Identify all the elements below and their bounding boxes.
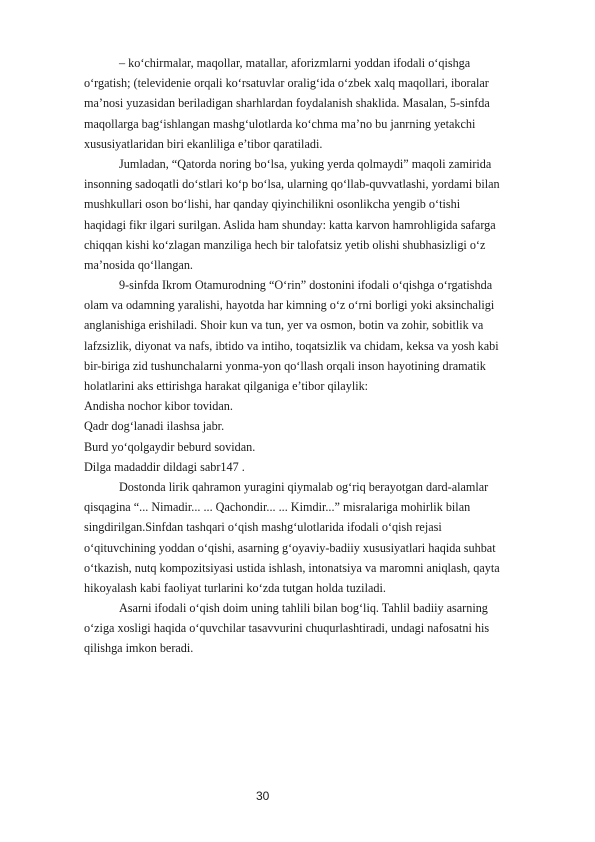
text-line: o‘ziga xosligi haqida o‘quvchilar tasavvurini chuqurlashtiradi, undagi nafosatni his	[84, 621, 490, 636]
paragraph-first-line: 9-sinfda Ikrom Otamurodning “O‘rin” dostonini ifodali o‘qishga o‘rgatishda	[119, 278, 493, 293]
text-line: qilishga imkon beradi.	[84, 641, 194, 656]
text-line: Burd yo‘qolgaydir beburd sovidan.	[84, 439, 256, 454]
text-line: mushkullari oson bo‘lishi, har qanday qiyinchilikni osonlikcha yengib o‘tishi	[84, 197, 461, 212]
text-line: haqidagi fikr ilgari surilgan. Aslida ham shunday: katta karvon hamrohligida safarga	[84, 217, 496, 232]
text-line: o‘qituvchining yoddan o‘qishi, asarning g‘oyaviy-badiiy xususiyatlari haqida suhbat	[84, 540, 496, 555]
text-line: Qadr dog‘lanadi ilashsa jabr.	[84, 419, 225, 434]
text-line: bir-biriga zid tushunchalarni yonma-yon qo‘llash orqali inson hayotining dramatik	[84, 358, 486, 373]
paragraph-first-line: Dostonda lirik qahramon yuragini qiymalab og‘riq berayotgan dard-alamlar	[119, 479, 489, 494]
paragraph-first-line: Jumladan, “Qatorda noring bo‘lsa, yuking yerda qolmaydi” maqoli zamirida	[119, 156, 492, 171]
text-line: xususiyatlaridan biri ekanliliga e’tibor qaratiladi.	[84, 136, 323, 151]
text-line: chiqqan kishi ko‘zlagan manziliga hech bir talofatsiz yetib olishi shubhasizligi o‘z	[84, 237, 486, 252]
text-line: hikoyalash kabi faoliyat turlarini ko‘zda tutgan holda tuziladi.	[84, 580, 386, 595]
body-text	[84, 53, 570, 659]
text-line: Andisha nochor kibor tovidan.	[84, 399, 233, 414]
text-line: anglanishiga erishiladi. Shoir kun va tun, yer va osmon, botin va zohir, sobitlik va	[84, 318, 484, 333]
text-line: qisqagina “... Nimadir... ... Qachondir... ... Kimdir...” misralariga mohirlik bilan	[84, 500, 471, 515]
text-line: lafzsizlik, diyonat va nafs, ibtido va intiho, toqatsizlik va chidam, keksa va yosh kabi	[84, 338, 499, 353]
text-line: olam va odamning yaralishi, hayotda har kimning o‘z o‘rni borligi yoki aksinchaligi	[84, 298, 495, 313]
text-line: Dilga madaddir dildagi sabr147 .	[84, 459, 245, 474]
text-line: ma’nosi yuzasidan beriladigan sharhlardan foydalanish shaklida. Masalan, 5-sinfda	[84, 96, 490, 111]
text-line: maqollarga bag‘ishlangan mashg‘ulotlarda ko‘chma ma’no bu janrning yetakchi	[84, 116, 476, 131]
text-line: o‘rgatish; (televidenie orqali ko‘rsatuvlar oralig‘ida o‘zbek xalq maqollari, iboralar	[84, 76, 489, 91]
text-line: o‘tkazish, nutq kompozitsiyasi ustida ishlash, intonatsiya va maromni aniqlash, qayta	[84, 560, 500, 575]
paragraph-first-line: – ko‘chirmalar, maqollar, matallar, aforizmlarni yoddan ifodali o‘qishga	[119, 56, 471, 70]
page-number: 30	[256, 789, 270, 803]
text-line: singdirilgan.Sinfdan tashqari o‘qish mashg‘ulotlarida ifodali o‘qish rejasi	[84, 520, 442, 535]
text-line: insonning sadoqatli do‘stlari ko‘p bo‘lsa, ularning qo‘llab-quvvatlashi, yordami bilan	[84, 177, 500, 192]
text-line: ma’nosida qo‘llangan.	[84, 257, 193, 272]
paragraph-first-line: Asarni ifodali o‘qish doim uning tahlili bilan bog‘liq. Tahlil badiiy asarning	[119, 601, 488, 616]
text-line: holatlarini aks ettirishga harakat qilganiga e’tibor qilaylik:	[84, 379, 369, 393]
